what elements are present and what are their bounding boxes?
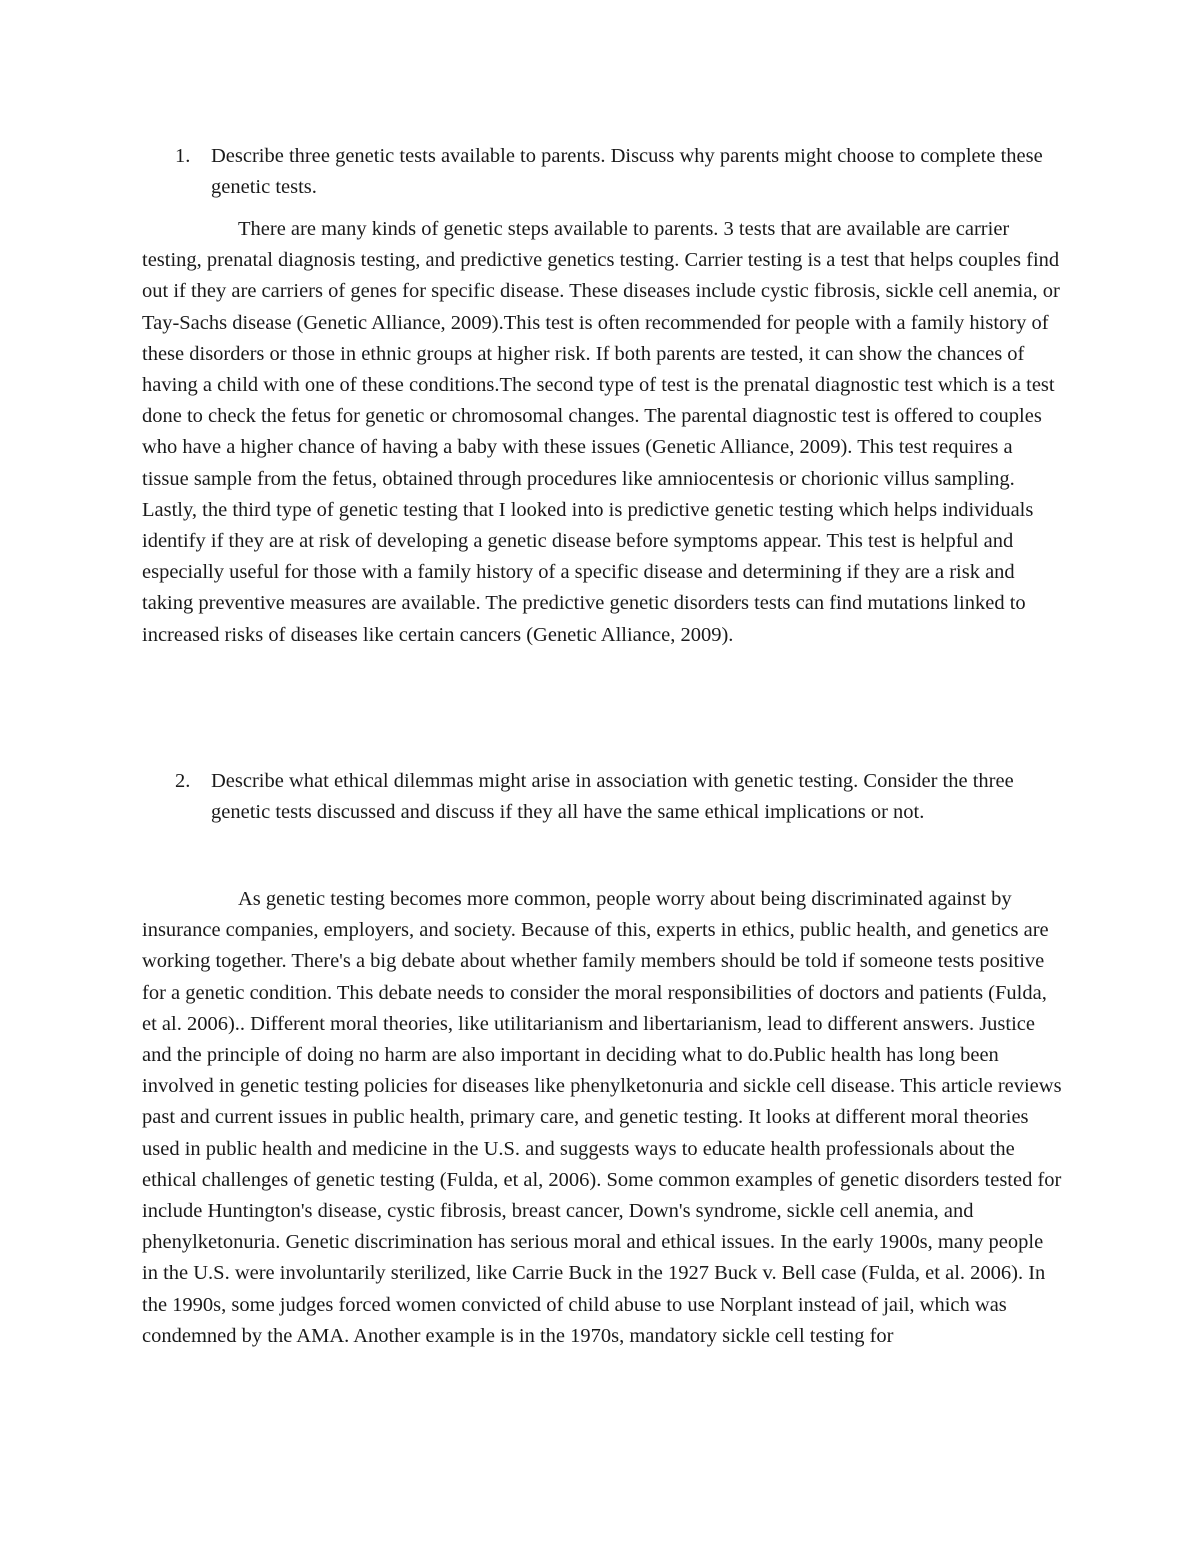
question-2-prompt: Describe what ethical dilemmas might arise in association with genetic testing. Consider the three genetic tests discussed and discuss if they all have the same ethical implications or not. <box>211 770 1014 824</box>
question-1-number: 1. <box>175 145 191 167</box>
answer-1-paragraph: There are many kinds of genetic steps available to parents. 3 tests that are available are carrier testing, prenatal diagnosis testing, and predictive genetics testing. Carrier testing is a test that helps couples find out if they are carriers of genes for specific disease. These diseases include cystic fibrosis, sickle cell anemia, or Tay-Sachs disease (Genetic Alliance, 2009).This test is often recommended for people with a family history of these disorders or those in ethnic groups at higher risk. If both parents are tested, it can show the chances of having a child with one of these conditions.The second type of test is the prenatal diagnostic test which is a test done to check the fetus for genetic or chromosomal changes. The parental diagnostic test is offered to couples who have a higher chance of having a baby with these issues (Genetic Alliance, 2009). This test requires a tissue sample from the fetus, obtained through procedures like amniocentesis or chorionic villus sampling. Lastly, the third type of genetic testing that I looked into is predictive genetic testing which helps individuals identify if they are at risk of developing a genetic disease before symptoms appear. This test is helpful and especially useful for those with a family history of a specific disease and determining if they are a risk and taking preventive measures are available. The predictive genetic disorders tests can find mutations linked to increased risks of diseases like certain cancers (Genetic Alliance, 2009). <box>142 218 1060 646</box>
answer-2-paragraph: As genetic testing becomes more common, people worry about being discriminated against by insurance companies, employers, and society. Because of this, experts in ethics, public health, and genetics are working together. There's a big debate about whether family members should be told if someone tests positive for a genetic condition. This debate needs to consider the moral responsibilities of doctors and patients (Fulda, et al. 2006).. Different moral theories, like utilitarianism and libertarianism, lead to different answers. Justice and the principle of doing no harm are also important in deciding what to do.Public health has long been involved in genetic testing policies for diseases like phenylketonuria and sickle cell disease. This article reviews past and current issues in public health, primary care, and genetic testing. It looks at different moral theories used in public health and medicine in the U.S. and suggests ways to educate health professionals about the ethical challenges of genetic testing (Fulda, et al, 2006). Some common examples of genetic disorders tested for include Huntington's disease, cystic fibrosis, breast cancer, Down's syndrome, sickle cell anemia, and phenylketonuria. Genetic discrimination has serious moral and ethical issues. In the early 1900s, many people in the U.S. were involuntarily sterilized, like Carrie Buck in the 1927 Buck v. Bell case (Fulda, et al. 2006). In the 1990s, some judges forced women convicted of child abuse to use Norplant instead of jail, which was condemned by the AMA. Another example is in the 1970s, mandatory sickle cell testing for <box>142 888 1062 1347</box>
question-2-number: 2. <box>175 770 191 792</box>
question-2 <box>175 766 1065 828</box>
question-1-prompt: Describe three genetic tests available to parents. Discuss why parents might choose to complete these genetic tests. <box>211 145 1043 199</box>
question-1 <box>175 141 1065 203</box>
